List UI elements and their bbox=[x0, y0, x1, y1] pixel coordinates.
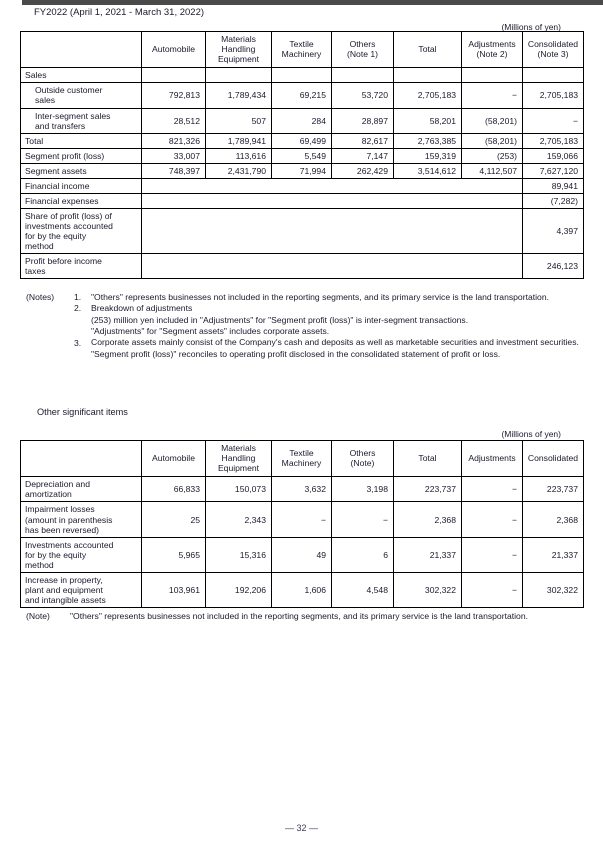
cell-value: 223,737 bbox=[523, 477, 584, 502]
header-others bbox=[332, 441, 394, 477]
cell-value bbox=[272, 68, 332, 83]
cell-value bbox=[142, 68, 206, 83]
cell-value: 58,201 bbox=[394, 108, 462, 133]
notes-block-table1 bbox=[26, 292, 586, 360]
note-number: 2. bbox=[74, 303, 82, 314]
header-line-1: Textile bbox=[289, 447, 314, 458]
cell-value: 71,994 bbox=[272, 163, 332, 178]
cell-value: 507 bbox=[206, 108, 272, 133]
label-line-4: method bbox=[25, 241, 54, 251]
label-line-3: and intangible assets bbox=[25, 594, 106, 605]
table-row bbox=[21, 477, 584, 502]
cell-value: 159,319 bbox=[394, 148, 462, 163]
table-row bbox=[21, 193, 584, 208]
cell-value: 246,123 bbox=[523, 254, 584, 279]
cell-value: 7,627,120 bbox=[523, 163, 584, 178]
header-others bbox=[332, 32, 394, 68]
cell-value: − bbox=[332, 502, 394, 537]
cell-value: 2,705,183 bbox=[523, 133, 584, 148]
cell-value: 302,322 bbox=[523, 572, 584, 607]
table-row bbox=[21, 537, 584, 572]
table-row bbox=[21, 178, 584, 193]
cell-value: 28,512 bbox=[142, 108, 206, 133]
cell-value: 15,316 bbox=[206, 537, 272, 572]
note-text: "Others" represents businesses not included in the reporting segments, and its primary service is the land transportation. bbox=[70, 611, 528, 621]
header-automobile: Automobile bbox=[142, 441, 206, 477]
header-line-2: Handling bbox=[221, 452, 256, 463]
cell-value: 5,965 bbox=[142, 537, 206, 572]
cell-value: 223,737 bbox=[394, 477, 462, 502]
label-line-2: plant and equipment bbox=[25, 584, 103, 595]
table-header-row bbox=[21, 32, 584, 68]
row-label-financial-expenses: Financial expenses bbox=[21, 193, 142, 208]
label-line-1: Outside customer bbox=[35, 85, 103, 96]
label-line-1: Investments accounted bbox=[25, 539, 114, 550]
cell-value: 69,215 bbox=[272, 83, 332, 108]
label-line-1: Increase in property, bbox=[25, 574, 103, 585]
cell-value: 2,705,183 bbox=[523, 83, 584, 108]
cell-value: 4,397 bbox=[523, 208, 584, 253]
header-line-2: (Note 3) bbox=[537, 48, 569, 59]
label-line-2: for by the equity bbox=[25, 549, 87, 560]
table-row bbox=[21, 502, 584, 537]
cell-value: (253) bbox=[462, 148, 523, 163]
note-line-2: (253) million yen included in "Adjustments" for "Segment profit (loss)" is inter-segment transactions. bbox=[91, 314, 469, 325]
cell-value: 284 bbox=[272, 108, 332, 133]
header-line-3: Equipment bbox=[217, 462, 260, 473]
header-consolidated bbox=[523, 32, 584, 68]
cell-value: 302,322 bbox=[394, 572, 462, 607]
label-line-3: has been reversed) bbox=[25, 524, 100, 535]
note-text-group bbox=[91, 303, 586, 348]
label-line-1: Impairment losses bbox=[25, 504, 95, 515]
header-textile-machinery bbox=[272, 441, 332, 477]
note-line-1: Breakdown of adjustments bbox=[91, 303, 193, 314]
segment-information-table bbox=[20, 31, 584, 279]
header-line-1: Materials bbox=[221, 34, 256, 44]
cell-value: 2,343 bbox=[206, 502, 272, 537]
cell-value: 28,897 bbox=[332, 108, 394, 133]
cell-value: 69,499 bbox=[272, 133, 332, 148]
header-materials-handling-equipment bbox=[206, 441, 272, 477]
cell-value: 66,833 bbox=[142, 477, 206, 502]
cell-value: 192,206 bbox=[206, 572, 272, 607]
header-line-2: Machinery bbox=[281, 48, 322, 59]
cell-value: − bbox=[462, 537, 523, 572]
cell-value: (7,282) bbox=[523, 193, 584, 208]
header-materials-handling-equipment bbox=[206, 32, 272, 68]
note-text: "Segment profit (loss)" reconciles to operating profit disclosed in the consolidated statement of profit or loss. bbox=[91, 348, 501, 359]
cell-value: 1,789,434 bbox=[206, 83, 272, 108]
cell-value: 3,632 bbox=[272, 477, 332, 502]
table-row bbox=[21, 108, 584, 133]
header-blank-corner bbox=[21, 441, 142, 477]
label-line-2: (amount in parenthesis bbox=[25, 514, 113, 525]
row-label-financial-income: Financial income bbox=[21, 178, 142, 193]
cell-value: 7,147 bbox=[332, 148, 394, 163]
merged-empty-cell bbox=[142, 254, 523, 279]
cell-value: 792,813 bbox=[142, 83, 206, 108]
cell-value: 33,007 bbox=[142, 148, 206, 163]
row-label-impairment-losses bbox=[21, 502, 142, 537]
note-item bbox=[26, 611, 586, 622]
cell-value bbox=[332, 68, 394, 83]
cell-value: 4,112,507 bbox=[462, 163, 523, 178]
cell-value: 821,326 bbox=[142, 133, 206, 148]
cell-value: 2,705,183 bbox=[394, 83, 462, 108]
cell-value: 2,431,790 bbox=[206, 163, 272, 178]
page-number: — 32 — bbox=[284, 823, 318, 833]
unit-label-table1: (Millions of yen) bbox=[501, 22, 561, 32]
cell-value: − bbox=[523, 108, 584, 133]
unit-label-table2: (Millions of yen) bbox=[501, 429, 561, 439]
other-significant-items-table bbox=[20, 440, 584, 608]
label-line-2: amortization bbox=[25, 489, 72, 500]
row-label-sales: Sales bbox=[21, 68, 142, 83]
label-line-3: for by the equity bbox=[25, 230, 87, 241]
note-item bbox=[26, 303, 586, 348]
cell-value: 748,397 bbox=[142, 163, 206, 178]
label-line-1: Inter-segment sales bbox=[35, 110, 111, 121]
cell-value: − bbox=[272, 502, 332, 537]
cell-value: 89,941 bbox=[523, 178, 584, 193]
cell-value: 150,073 bbox=[206, 477, 272, 502]
header-blank-corner bbox=[21, 32, 142, 68]
table-row bbox=[21, 254, 584, 279]
cell-value: 53,720 bbox=[332, 83, 394, 108]
header-line-2: Machinery bbox=[281, 457, 322, 468]
header-line-1: Adjustments bbox=[468, 38, 516, 49]
table-row bbox=[21, 572, 584, 607]
header-line-2: (Note 1) bbox=[346, 48, 379, 59]
cell-value: − bbox=[462, 477, 523, 502]
cell-value: 21,337 bbox=[394, 537, 462, 572]
table-row bbox=[21, 208, 584, 253]
cell-value bbox=[523, 68, 584, 83]
header-consolidated: Consolidated bbox=[523, 441, 584, 477]
header-line-1: Others bbox=[349, 38, 376, 49]
notes-tag: (Notes) bbox=[26, 292, 55, 302]
cell-value: 113,616 bbox=[206, 148, 272, 163]
row-label-share-of-profit-loss-equity-method bbox=[21, 208, 142, 253]
table-header-row bbox=[21, 441, 584, 477]
header-line-1: Consolidated bbox=[527, 38, 579, 49]
row-label-investments-equity-method bbox=[21, 537, 142, 572]
notes-tag: (Note) bbox=[26, 611, 50, 621]
table-row bbox=[21, 83, 584, 108]
note-text: "Others" represents businesses not included in the reporting segments, and its primary service is the land transportation. bbox=[91, 292, 549, 302]
note-line-4: Corporate assets mainly consist of the Company's cash and deposits as well as marketable securities and investment securities. bbox=[91, 337, 579, 348]
table-row bbox=[21, 163, 584, 178]
row-label-segment-assets: Segment assets bbox=[21, 163, 142, 178]
header-adjustments: Adjustments bbox=[462, 441, 523, 477]
cell-value: 159,066 bbox=[523, 148, 584, 163]
cell-value: 1,606 bbox=[272, 572, 332, 607]
cell-value: − bbox=[462, 83, 523, 108]
merged-empty-cell bbox=[142, 193, 523, 208]
cell-value: 2,368 bbox=[523, 502, 584, 537]
cell-value: (58,201) bbox=[462, 133, 523, 148]
cell-value: − bbox=[462, 572, 523, 607]
fiscal-year-title: FY2022 (April 1, 2021 - March 31, 2022) bbox=[34, 7, 205, 18]
cell-value: 21,337 bbox=[523, 537, 584, 572]
row-label-profit-before-income-taxes bbox=[21, 254, 142, 279]
cell-value: 2,368 bbox=[394, 502, 462, 537]
header-textile-machinery bbox=[272, 32, 332, 68]
label-line-2: taxes bbox=[25, 266, 46, 277]
label-line-2: investments accounted bbox=[25, 220, 113, 231]
header-line-1: Others bbox=[349, 447, 376, 458]
cell-value bbox=[462, 68, 523, 83]
note-line-3: "Adjustments" for "Segment assets" includes corporate assets. bbox=[91, 326, 330, 337]
row-label-depreciation-and-amortization bbox=[21, 477, 142, 502]
other-significant-items-title: Other significant items bbox=[37, 407, 128, 417]
notes-block-table2 bbox=[26, 611, 586, 622]
label-line-2: and transfers bbox=[35, 120, 86, 131]
header-line-2: (Note 2) bbox=[476, 48, 508, 59]
header-line-1: Materials bbox=[221, 443, 256, 453]
table-row bbox=[21, 68, 584, 83]
cell-value: 49 bbox=[272, 537, 332, 572]
cell-value: 82,617 bbox=[332, 133, 394, 148]
cell-value: 3,514,612 bbox=[394, 163, 462, 178]
cell-value: 103,961 bbox=[142, 572, 206, 607]
row-label-increase-in-ppe-intangibles bbox=[21, 572, 142, 607]
cell-value: 4,548 bbox=[332, 572, 394, 607]
note-item bbox=[26, 292, 586, 303]
header-line-2: (Note) bbox=[350, 457, 375, 468]
cell-value: (58,201) bbox=[462, 108, 523, 133]
note-number: 3. bbox=[74, 337, 82, 348]
row-label-inter-segment-sales bbox=[21, 108, 142, 133]
label-line-1: Profit before income bbox=[25, 256, 102, 267]
cell-value: 6 bbox=[332, 537, 394, 572]
document-page bbox=[0, 5, 603, 851]
merged-empty-cell bbox=[142, 178, 523, 193]
header-total: Total bbox=[394, 441, 462, 477]
label-line-3: method bbox=[25, 559, 54, 570]
header-adjustments bbox=[462, 32, 523, 68]
row-label-outside-customer-sales bbox=[21, 83, 142, 108]
row-label-segment-profit-loss: Segment profit (loss) bbox=[21, 148, 142, 163]
cell-value: 262,429 bbox=[332, 163, 394, 178]
header-line-1: Textile bbox=[289, 38, 314, 49]
cell-value: 2,763,385 bbox=[394, 133, 462, 148]
label-line-1: Depreciation and bbox=[25, 479, 90, 490]
header-total: Total bbox=[394, 32, 462, 68]
cell-value: 3,198 bbox=[332, 477, 394, 502]
table-row bbox=[21, 133, 584, 148]
table-row bbox=[21, 148, 584, 163]
cell-value: − bbox=[462, 502, 523, 537]
header-automobile: Automobile bbox=[142, 32, 206, 68]
cell-value bbox=[206, 68, 272, 83]
cell-value bbox=[394, 68, 462, 83]
note-number: 1. bbox=[74, 292, 82, 302]
label-line-1: Share of profit (loss) of bbox=[25, 210, 112, 221]
row-label-total: Total bbox=[21, 133, 142, 148]
cell-value: 5,549 bbox=[272, 148, 332, 163]
header-line-2: Handling bbox=[221, 43, 256, 54]
header-line-3: Equipment bbox=[217, 53, 260, 64]
cell-value: 1,789,941 bbox=[206, 133, 272, 148]
label-line-2: sales bbox=[35, 95, 56, 106]
cell-value: 25 bbox=[142, 502, 206, 537]
merged-empty-cell bbox=[142, 208, 523, 253]
